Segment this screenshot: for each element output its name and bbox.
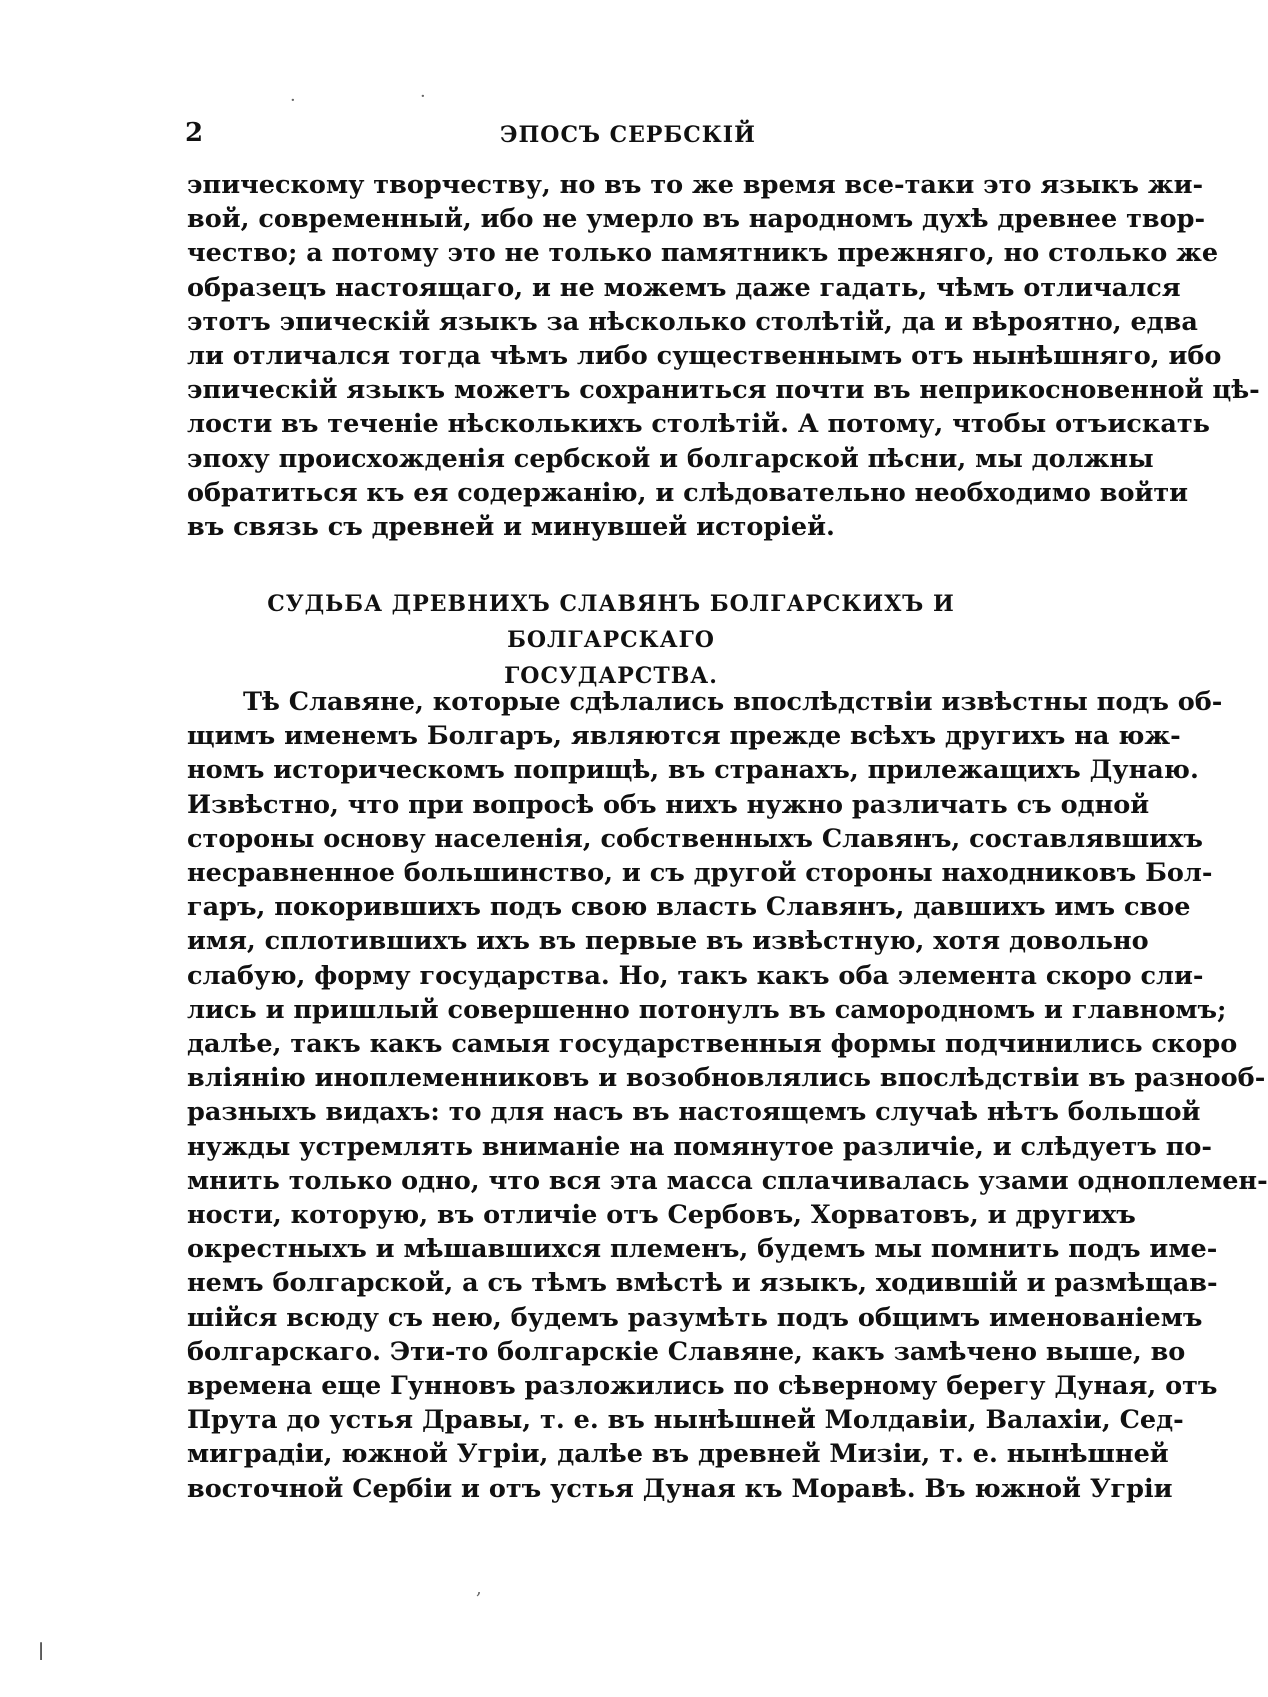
text-line: щимъ именемъ Болгаръ, являются прежде всѣхъ другихъ на юж-	[187, 721, 1181, 752]
text-line: ности, которую, въ отличіе отъ Сербовъ, Хорватовъ, и другихъ	[187, 1200, 1136, 1231]
text-line: эпическому творчеству, но въ то же время все-таки это языкъ жи-	[187, 170, 1204, 200]
body-paragraph	[187, 685, 1268, 1506]
scan-speck: ,	[476, 1578, 482, 1599]
text-line: ли отличался тогда чѣмъ либо существеннымъ отъ нынѣшняго, ибо	[187, 341, 1222, 372]
text-line: далѣе, такъ какъ самыя государственныя формы подчинились скоро	[187, 1029, 1238, 1060]
text-line: стороны основу населенія, собственныхъ Славянъ, составлявшихъ	[187, 823, 1203, 854]
running-title: ЭПОСЪ СЕРБСКІЙ	[500, 122, 756, 148]
text-line: чество; а потому это не только памятникъ прежняго, но столько же	[187, 238, 1219, 269]
section-heading-line: ГОСУДАРСТВА.	[504, 663, 718, 689]
text-line: разныхъ видахъ: то для насъ въ настоящемъ случаѣ нѣтъ большой	[187, 1097, 1201, 1128]
text-line: гаръ, покорившихъ подъ свою власть Славянъ, давшихъ имъ свое	[187, 892, 1191, 923]
text-line: Извѣстно, что при вопросѣ объ нихъ нужно различать съ одной	[187, 789, 1150, 820]
text-line: лости въ теченіе нѣсколькихъ столѣтій. А потому, чтобы отъискать	[187, 409, 1210, 440]
text-line: времена еще Гунновъ разложились по сѣверному берегу Дуная, отъ	[187, 1371, 1218, 1402]
text-line: обратиться къ ея содержанію, и слѣдовательно необходимо войти	[187, 477, 1189, 508]
section-heading	[187, 586, 1035, 694]
page-number: 2	[185, 118, 204, 148]
intro-paragraph	[187, 168, 1260, 544]
text-line: несравненное большинство, и съ другой стороны находниковъ Бол-	[187, 858, 1213, 889]
text-line: Прута до устья Дравы, т. е. въ нынѣшней Молдавіи, Валахіи, Сед-	[187, 1405, 1184, 1436]
text-line: болгарскаго. Эти-то болгарскіе Славяне, какъ замѣчено выше, во	[187, 1336, 1186, 1367]
text-line: Тѣ Славяне, которые сдѣлались впослѣдствіи извѣстны подъ об-	[243, 687, 1223, 717]
text-line: мнить только одно, что вся эта масса сплачивалась узами одноплемен-	[187, 1165, 1268, 1196]
text-line: образецъ настоящаго, и не можемъ даже гадать, чѣмъ отличался	[187, 272, 1181, 303]
text-line: шійся всюду съ нею, будемъ разумѣть подъ общимъ именованіемъ	[187, 1302, 1203, 1333]
text-line: эпоху происхожденія сербской и болгарской пѣсни, мы должны	[187, 443, 1154, 474]
scan-speck: ·	[290, 90, 296, 111]
text-line: лись и пришлый совершенно потонулъ въ самородномъ и главномъ;	[187, 994, 1227, 1025]
text-line: окрестныхъ и мѣшавшихся племенъ, будемъ мы помнить подъ име-	[187, 1234, 1218, 1265]
text-line: вліянію иноплеменниковъ и возобновлялись впослѣдствіи въ разнооб-	[187, 1063, 1266, 1094]
text-line: въ связь съ древней и минувшей исторіей.	[187, 512, 835, 543]
text-line: слабую, форму государства. Но, такъ какъ оба элемента скоро сли-	[187, 960, 1204, 991]
scan-speck: |	[38, 1640, 45, 1661]
text-line: имя, сплотившихъ ихъ въ первые въ извѣстную, хотя довольно	[187, 926, 1149, 957]
text-line: вой, современный, ибо не умерло въ народномъ духѣ древнее твор-	[187, 204, 1206, 235]
text-line: эпическій языкъ можетъ сохраниться почти въ неприкосновенной цѣ-	[187, 375, 1260, 406]
text-line: немъ болгарской, а съ тѣмъ вмѣстѣ и языкъ, ходившій и размѣщав-	[187, 1268, 1218, 1299]
text-line: миградіи, южной Угріи, далѣе въ древней Мизіи, т. е. нынѣшней	[187, 1439, 1169, 1470]
page-header	[0, 118, 1140, 158]
text-line: этотъ эпическій языкъ за нѣсколько столѣтій, да и вѣроятно, едва	[187, 306, 1198, 337]
text-line: восточной Сербіи и отъ устья Дуная къ Моравѣ. Въ южной Угріи	[187, 1473, 1173, 1504]
section-heading-line: СУДЬБА ДРЕВНИХЪ СЛАВЯНЪ БОЛГАРСКИХЪ И БОЛГАРСКАГО	[267, 591, 955, 653]
text-line: нужды устремлять вниманіе на помянутое различіе, и слѣдуетъ по-	[187, 1131, 1212, 1162]
scan-speck: ·	[420, 86, 426, 107]
text-line: номъ историческомъ поприщѣ, въ странахъ, прилежащихъ Дунаю.	[187, 755, 1199, 786]
